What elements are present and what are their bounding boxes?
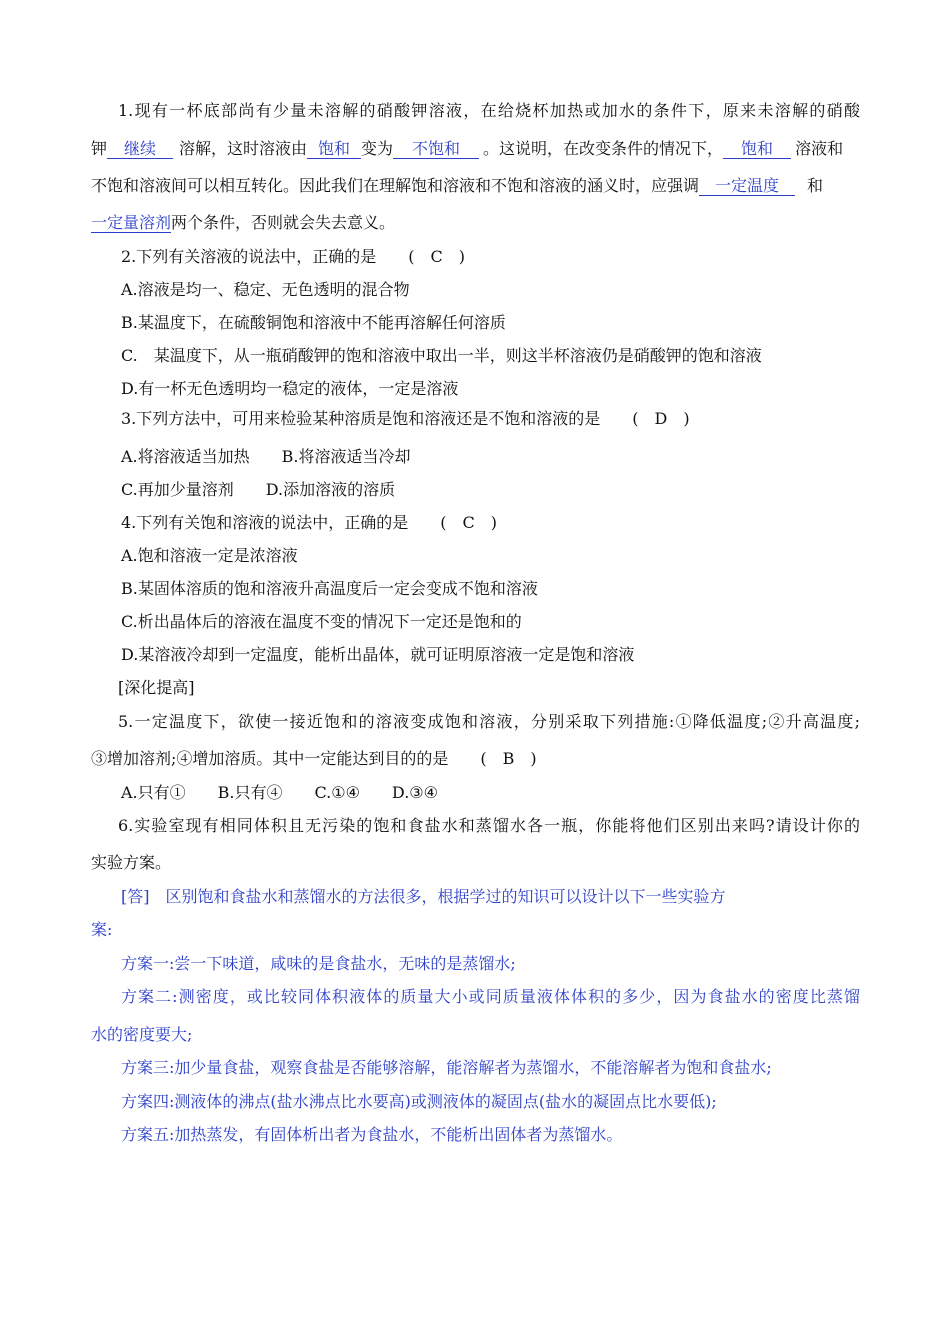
q1-text: 和	[807, 176, 824, 195]
answer-plan-3: 方案三:加少量食盐，观察食盐是否能够溶解，能溶解者为蒸馏水，不能溶解者为饱和食盐水;	[121, 1058, 772, 1077]
q2-stem: 2.下列有关溶液的说法中，正确的是 ( C )	[121, 247, 465, 266]
answer-plan-1: 方案一:尝一下味道，咸味的是食盐水，无味的是蒸馏水;	[121, 954, 516, 973]
q3-options-ab: A.将溶液适当加热 B.将溶液适当冷却	[121, 447, 411, 466]
q5-line-2: ③增加溶剂;④增加溶质。其中一定能达到目的的是 ( B )	[91, 749, 537, 768]
q6-line-2: 实验方案。	[91, 853, 172, 872]
q1-line-1: 1.现有一杯底部尚有少量未溶解的硝酸钾溶液，在给烧杯加热或加水的条件下，原来未溶解的硝酸	[118, 101, 860, 120]
q3-options-cd: C.再加少量溶剂 D.添加溶液的溶质	[121, 480, 396, 499]
q2-option-d: D.有一杯无色透明均一稳定的液体，一定是溶液	[121, 379, 459, 398]
q1-line-3	[91, 175, 823, 197]
answer-plan-4: 方案四:测液体的沸点(盐水沸点比水要高)或测液体的凝固点(盐水的凝固点比水要低);	[121, 1092, 717, 1111]
section-heading: [深化提高]	[118, 678, 195, 697]
q1-text: 溶液和	[795, 139, 844, 158]
answer-plan-2: 方案二:测密度，或比较同体积液体的质量大小或同质量液体体积的多少，因为食盐水的密度比蒸馏	[121, 987, 860, 1006]
q1-text: 钾	[91, 139, 108, 158]
answer-plan-2-cont: 水的密度要大;	[91, 1025, 193, 1044]
blank-solvent: 一定量溶剂	[91, 213, 172, 232]
q2-option-c: C. 某温度下，从一瓶硝酸钾的饱和溶液中取出一半，则这半杯溶液仍是硝酸钾的饱和溶液	[121, 346, 762, 365]
q4-stem: 4.下列有关饱和溶液的说法中，正确的是 ( C )	[121, 513, 497, 532]
answer-plan-5: 方案五:加热蒸发，有固体析出者为食盐水，不能析出固体者为蒸馏水。	[121, 1125, 623, 1144]
q2-option-a: A.溶液是均一、稳定、无色透明的混合物	[121, 280, 410, 299]
blank-saturated-2: 饱和	[723, 140, 791, 159]
answer-line-2: 案:	[91, 920, 113, 939]
blank-temperature: 一定温度	[699, 177, 795, 196]
q3-stem: 3.下列方法中，可用来检验某种溶质是饱和溶液还是不饱和溶液的是 ( D )	[121, 409, 690, 428]
q2-option-b: B.某温度下，在硫酸铜饱和溶液中不能再溶解任何溶质	[121, 313, 506, 332]
q4-option-b: B.某固体溶质的饱和溶液升高温度后一定会变成不饱和溶液	[121, 579, 538, 598]
blank-unsaturated: 不饱和	[393, 140, 479, 159]
q1-text: 溶解，这时溶液由	[179, 139, 308, 158]
q5-line-1: 5.一定温度下，欲使一接近饱和的溶液变成饱和溶液，分别采取下列措施:①降低温度;②升高温度;	[118, 712, 860, 731]
q4-option-a: A.饱和溶液一定是浓溶液	[121, 546, 298, 565]
q1-line-2	[91, 138, 843, 160]
q4-option-c: C.析出晶体后的溶液在温度不变的情况下一定还是饱和的	[121, 612, 522, 631]
q5-options: A.只有① B.只有④ C.①④ D.③④	[121, 783, 438, 802]
q4-option-d: D.某溶液冷却到一定温度，能析出晶体，就可证明原溶液一定是饱和溶液	[121, 645, 635, 664]
blank-continue: 继续	[107, 140, 173, 159]
answer-line-1: [答] 区别饱和食盐水和蒸馏水的方法很多，根据学过的知识可以设计以下一些实验方	[121, 887, 726, 906]
blank-saturated: 饱和	[307, 140, 361, 159]
q1-text: 变为	[361, 139, 394, 158]
q1-line-4	[91, 212, 395, 234]
q1-text: 不饱和溶液间可以相互转化。因此我们在理解饱和溶液和不饱和溶液的涵义时，应强调	[91, 176, 700, 195]
q1-text: 两个条件，否则就会失去意义。	[171, 213, 396, 232]
q6-line-1: 6.实验室现有相同体积且无污染的饱和食盐水和蒸馏水各一瓶，你能将他们区别出来吗?请设计你的	[118, 816, 860, 835]
q1-text: 。这说明，在改变条件的情况下，	[483, 139, 724, 158]
